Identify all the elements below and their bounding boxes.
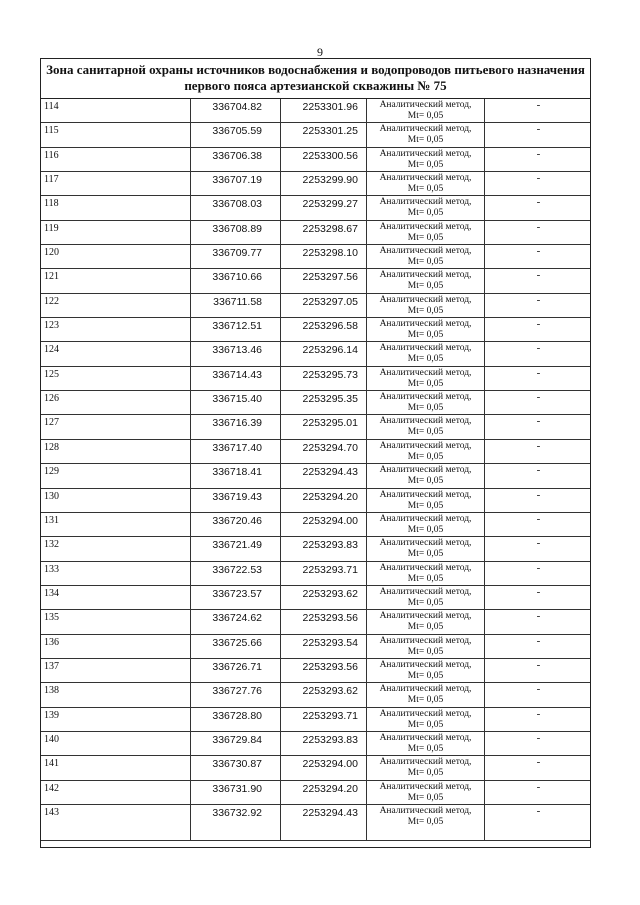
coord-y: 2253295.35 xyxy=(281,391,367,414)
method-accuracy: Mt= 0,05 xyxy=(407,549,444,560)
point-number: 135 xyxy=(41,610,191,633)
coord-x: 336728.80 xyxy=(191,708,281,731)
point-number: 129 xyxy=(41,464,191,487)
dash-cell: - xyxy=(536,318,541,331)
point-number: 132 xyxy=(41,537,191,560)
coord-y: 2253293.62 xyxy=(281,586,367,609)
coord-x: 336725.66 xyxy=(191,635,281,658)
coord-x: 336726.71 xyxy=(191,659,281,682)
coord-y: 2253301.96 xyxy=(281,99,367,122)
table-row xyxy=(41,172,590,196)
dash-cell: - xyxy=(536,99,541,111)
method-cell xyxy=(367,221,485,244)
method-cell xyxy=(367,342,485,365)
method-cell xyxy=(367,148,485,171)
coord-x: 336716.39 xyxy=(191,415,281,438)
table-row xyxy=(41,99,590,123)
coord-y: 2253295.01 xyxy=(281,415,367,438)
method-cell xyxy=(367,391,485,414)
dash-cell: - xyxy=(536,610,541,623)
dash-cell: - xyxy=(536,415,541,428)
table-row xyxy=(41,415,590,439)
method-label: Аналитический метод, xyxy=(379,392,472,403)
method-accuracy: Mt= 0,05 xyxy=(407,111,444,121)
method-label: Аналитический метод, xyxy=(379,659,472,670)
method-cell xyxy=(367,245,485,268)
method-accuracy: Mt= 0,05 xyxy=(407,476,444,487)
table-row xyxy=(41,513,590,537)
method-label: Аналитический метод, xyxy=(379,270,472,281)
table-row xyxy=(41,732,590,756)
coord-x: 336710.66 xyxy=(191,269,281,292)
method-label: Аналитический метод, xyxy=(379,148,472,159)
point-number: 117 xyxy=(41,172,191,195)
method-cell xyxy=(367,318,485,341)
method-label: Аналитический метод, xyxy=(379,197,472,208)
dash-cell: - xyxy=(536,634,541,647)
method-cell xyxy=(367,610,485,633)
coord-x: 336709.77 xyxy=(191,245,281,268)
coord-y: 2253294.00 xyxy=(281,513,367,536)
method-accuracy: Mt= 0,05 xyxy=(407,378,444,389)
point-number: 124 xyxy=(41,342,191,365)
point-number: 123 xyxy=(41,318,191,341)
table-row xyxy=(41,221,590,245)
coord-x: 336706.38 xyxy=(191,148,281,171)
method-accuracy: Mt= 0,05 xyxy=(407,670,444,681)
dash-cell: - xyxy=(536,731,541,744)
method-label: Аналитический метод, xyxy=(379,781,472,792)
coord-y: 2253297.56 xyxy=(281,269,367,292)
coord-y: 2253293.83 xyxy=(281,732,367,755)
coord-y: 2253293.71 xyxy=(281,562,367,585)
method-label: Аналитический метод, xyxy=(379,513,472,524)
table-row xyxy=(41,196,590,220)
point-number: 115 xyxy=(41,123,191,146)
coord-x: 336708.03 xyxy=(191,196,281,219)
method-accuracy: Mt= 0,05 xyxy=(407,427,444,438)
method-label: Аналитический метод, xyxy=(379,732,472,743)
coord-x: 336708.89 xyxy=(191,221,281,244)
table-row xyxy=(41,391,590,415)
coord-y: 2253295.73 xyxy=(281,367,367,390)
table-row xyxy=(41,318,590,342)
method-accuracy: Mt= 0,05 xyxy=(407,281,444,292)
method-label: Аналитический метод, xyxy=(379,124,472,135)
method-cell xyxy=(367,99,485,122)
method-label: Аналитический метод, xyxy=(379,416,472,427)
method-cell xyxy=(367,635,485,658)
point-number: 114 xyxy=(41,99,191,122)
method-accuracy: Mt= 0,05 xyxy=(407,646,444,657)
coord-x: 336730.87 xyxy=(191,756,281,779)
table-row xyxy=(41,342,590,366)
point-number: 126 xyxy=(41,391,191,414)
coord-y: 2253294.20 xyxy=(281,489,367,512)
coord-x: 336715.40 xyxy=(191,391,281,414)
method-label: Аналитический метод, xyxy=(379,635,472,646)
coord-y: 2253294.43 xyxy=(281,805,367,840)
coord-y: 2253294.43 xyxy=(281,464,367,487)
coord-y: 2253293.56 xyxy=(281,659,367,682)
method-accuracy: Mt= 0,05 xyxy=(407,524,444,535)
method-accuracy: Mt= 0,05 xyxy=(407,695,444,706)
table-title-line2: первого пояса артезианской скважины № 75 xyxy=(184,78,447,93)
method-accuracy: Mt= 0,05 xyxy=(407,159,444,170)
dash-cell: - xyxy=(536,585,541,598)
method-cell xyxy=(367,269,485,292)
dash-cell: - xyxy=(536,123,541,136)
method-label: Аналитический метод, xyxy=(379,805,472,816)
coord-y: 2253299.27 xyxy=(281,196,367,219)
method-accuracy: Mt= 0,05 xyxy=(407,573,444,584)
method-cell xyxy=(367,196,485,219)
point-number: 128 xyxy=(41,440,191,463)
coord-y: 2253293.56 xyxy=(281,610,367,633)
method-accuracy: Mt= 0,05 xyxy=(407,816,444,827)
dash-cell: - xyxy=(536,488,541,501)
method-cell xyxy=(367,513,485,536)
method-cell xyxy=(367,123,485,146)
coord-x: 336731.90 xyxy=(191,781,281,804)
table-row xyxy=(41,464,590,488)
dash-cell: - xyxy=(536,366,541,379)
method-label: Аналитический метод, xyxy=(379,173,472,184)
method-label: Аналитический метод, xyxy=(379,221,472,232)
method-cell xyxy=(367,756,485,779)
method-label: Аналитический метод, xyxy=(379,611,472,622)
method-accuracy: Mt= 0,05 xyxy=(407,719,444,730)
table-row xyxy=(41,805,590,841)
method-label: Аналитический метод, xyxy=(379,684,472,695)
table-row xyxy=(41,781,590,805)
table-row xyxy=(41,708,590,732)
point-number: 140 xyxy=(41,732,191,755)
coord-x: 336719.43 xyxy=(191,489,281,512)
method-accuracy: Mt= 0,05 xyxy=(407,135,444,146)
coord-x: 336723.57 xyxy=(191,586,281,609)
method-cell xyxy=(367,537,485,560)
coord-x: 336722.53 xyxy=(191,562,281,585)
point-number: 143 xyxy=(41,805,191,840)
table-row xyxy=(41,489,590,513)
method-accuracy: Mt= 0,05 xyxy=(407,208,444,219)
point-number: 141 xyxy=(41,756,191,779)
method-accuracy: Mt= 0,05 xyxy=(407,257,444,268)
dash-cell: - xyxy=(536,707,541,720)
coord-y: 2253293.54 xyxy=(281,635,367,658)
page-number: 9 xyxy=(317,45,323,59)
coord-y: 2253293.62 xyxy=(281,683,367,706)
coord-y: 2253294.00 xyxy=(281,756,367,779)
method-cell xyxy=(367,708,485,731)
coord-y: 2253297.05 xyxy=(281,294,367,317)
table-row xyxy=(41,294,590,318)
point-number: 122 xyxy=(41,294,191,317)
point-number: 120 xyxy=(41,245,191,268)
method-accuracy: Mt= 0,05 xyxy=(407,792,444,803)
method-label: Аналитический метод, xyxy=(379,246,472,257)
coord-y: 2253298.67 xyxy=(281,221,367,244)
table-row xyxy=(41,440,590,464)
coord-y: 2253301.25 xyxy=(281,123,367,146)
point-number: 131 xyxy=(41,513,191,536)
table-row xyxy=(41,659,590,683)
method-cell xyxy=(367,781,485,804)
table-row xyxy=(41,269,590,293)
method-label: Аналитический метод, xyxy=(379,100,472,110)
coord-x: 336720.46 xyxy=(191,513,281,536)
method-accuracy: Mt= 0,05 xyxy=(407,743,444,754)
method-accuracy: Mt= 0,05 xyxy=(407,768,444,779)
coord-x: 336718.41 xyxy=(191,464,281,487)
point-number: 127 xyxy=(41,415,191,438)
point-number: 133 xyxy=(41,562,191,585)
table-title-line1: Зона санитарной охраны источников водоснабжения и водопроводов питьевого назначения xyxy=(46,62,585,77)
method-label: Аналитический метод, xyxy=(379,489,472,500)
method-accuracy: Mt= 0,05 xyxy=(407,184,444,195)
coord-y: 2253294.20 xyxy=(281,781,367,804)
point-number: 119 xyxy=(41,221,191,244)
method-label: Аналитический метод, xyxy=(379,538,472,549)
point-number: 136 xyxy=(41,635,191,658)
method-label: Аналитический метод, xyxy=(379,319,472,330)
point-number: 142 xyxy=(41,781,191,804)
method-accuracy: Mt= 0,05 xyxy=(407,305,444,316)
dash-cell: - xyxy=(536,804,541,817)
coord-y: 2253296.14 xyxy=(281,342,367,365)
dash-cell: - xyxy=(536,512,541,525)
coord-x: 336712.51 xyxy=(191,318,281,341)
dash-cell: - xyxy=(536,658,541,671)
coord-x: 336727.76 xyxy=(191,683,281,706)
coord-x: 336714.43 xyxy=(191,367,281,390)
method-label: Аналитический метод, xyxy=(379,367,472,378)
method-cell xyxy=(367,732,485,755)
point-number: 134 xyxy=(41,586,191,609)
method-cell xyxy=(367,440,485,463)
method-cell xyxy=(367,294,485,317)
dash-cell: - xyxy=(536,464,541,477)
method-accuracy: Mt= 0,05 xyxy=(407,500,444,511)
point-number: 137 xyxy=(41,659,191,682)
table-row xyxy=(41,683,590,707)
method-cell xyxy=(367,489,485,512)
point-number: 118 xyxy=(41,196,191,219)
method-cell xyxy=(367,415,485,438)
method-cell xyxy=(367,464,485,487)
method-accuracy: Mt= 0,05 xyxy=(407,597,444,608)
table-row xyxy=(41,537,590,561)
method-cell xyxy=(367,586,485,609)
dash-cell: - xyxy=(536,537,541,550)
method-accuracy: Mt= 0,05 xyxy=(407,330,444,341)
method-cell xyxy=(367,172,485,195)
method-label: Аналитический метод, xyxy=(379,465,472,476)
dash-cell: - xyxy=(536,293,541,306)
table-row xyxy=(41,756,590,780)
dash-cell: - xyxy=(536,269,541,282)
method-cell xyxy=(367,562,485,585)
table-title xyxy=(41,59,590,99)
method-accuracy: Mt= 0,05 xyxy=(407,354,444,365)
coord-y: 2253298.10 xyxy=(281,245,367,268)
dash-cell: - xyxy=(536,342,541,355)
method-accuracy: Mt= 0,05 xyxy=(407,451,444,462)
method-label: Аналитический метод, xyxy=(379,562,472,573)
coord-x: 336732.92 xyxy=(191,805,281,840)
method-label: Аналитический метод, xyxy=(379,294,472,305)
dash-cell: - xyxy=(536,561,541,574)
method-accuracy: Mt= 0,05 xyxy=(407,232,444,243)
method-cell xyxy=(367,367,485,390)
table-row xyxy=(41,586,590,610)
dash-cell: - xyxy=(536,196,541,209)
point-number: 138 xyxy=(41,683,191,706)
dash-cell: - xyxy=(536,147,541,160)
table-body xyxy=(41,99,590,841)
dash-cell: - xyxy=(536,245,541,258)
method-label: Аналитический метод, xyxy=(379,586,472,597)
dash-cell: - xyxy=(536,683,541,696)
method-label: Аналитический метод, xyxy=(379,757,472,768)
table-row xyxy=(41,635,590,659)
coord-x: 336711.58 xyxy=(191,294,281,317)
coord-y: 2253294.70 xyxy=(281,440,367,463)
table-row xyxy=(41,123,590,147)
coord-y: 2253300.56 xyxy=(281,148,367,171)
dash-cell: - xyxy=(536,756,541,769)
table-row xyxy=(41,562,590,586)
method-accuracy: Mt= 0,05 xyxy=(407,622,444,633)
dash-cell: - xyxy=(536,780,541,793)
method-accuracy: Mt= 0,05 xyxy=(407,403,444,414)
method-label: Аналитический метод, xyxy=(379,343,472,354)
table-row xyxy=(41,148,590,172)
coordinates-table xyxy=(40,58,591,848)
dash-cell: - xyxy=(536,391,541,404)
method-label: Аналитический метод, xyxy=(379,708,472,719)
method-label: Аналитический метод, xyxy=(379,440,472,451)
coord-y: 2253296.58 xyxy=(281,318,367,341)
coord-y: 2253293.71 xyxy=(281,708,367,731)
coord-x: 336707.19 xyxy=(191,172,281,195)
dash-cell: - xyxy=(536,220,541,233)
method-cell xyxy=(367,683,485,706)
table-row xyxy=(41,610,590,634)
dash-cell: - xyxy=(536,172,541,185)
coord-x: 336721.49 xyxy=(191,537,281,560)
coord-x: 336717.40 xyxy=(191,440,281,463)
point-number: 116 xyxy=(41,148,191,171)
coord-x: 336705.59 xyxy=(191,123,281,146)
dash-cell: - xyxy=(536,439,541,452)
table-row xyxy=(41,245,590,269)
coord-y: 2253293.83 xyxy=(281,537,367,560)
method-cell xyxy=(367,659,485,682)
coord-x: 336724.62 xyxy=(191,610,281,633)
method-cell xyxy=(367,805,485,840)
table-row xyxy=(41,367,590,391)
point-number: 130 xyxy=(41,489,191,512)
coord-x: 336729.84 xyxy=(191,732,281,755)
coord-x: 336713.46 xyxy=(191,342,281,365)
point-number: 121 xyxy=(41,269,191,292)
point-number: 125 xyxy=(41,367,191,390)
coord-y: 2253299.90 xyxy=(281,172,367,195)
coord-x: 336704.82 xyxy=(191,99,281,122)
point-number: 139 xyxy=(41,708,191,731)
